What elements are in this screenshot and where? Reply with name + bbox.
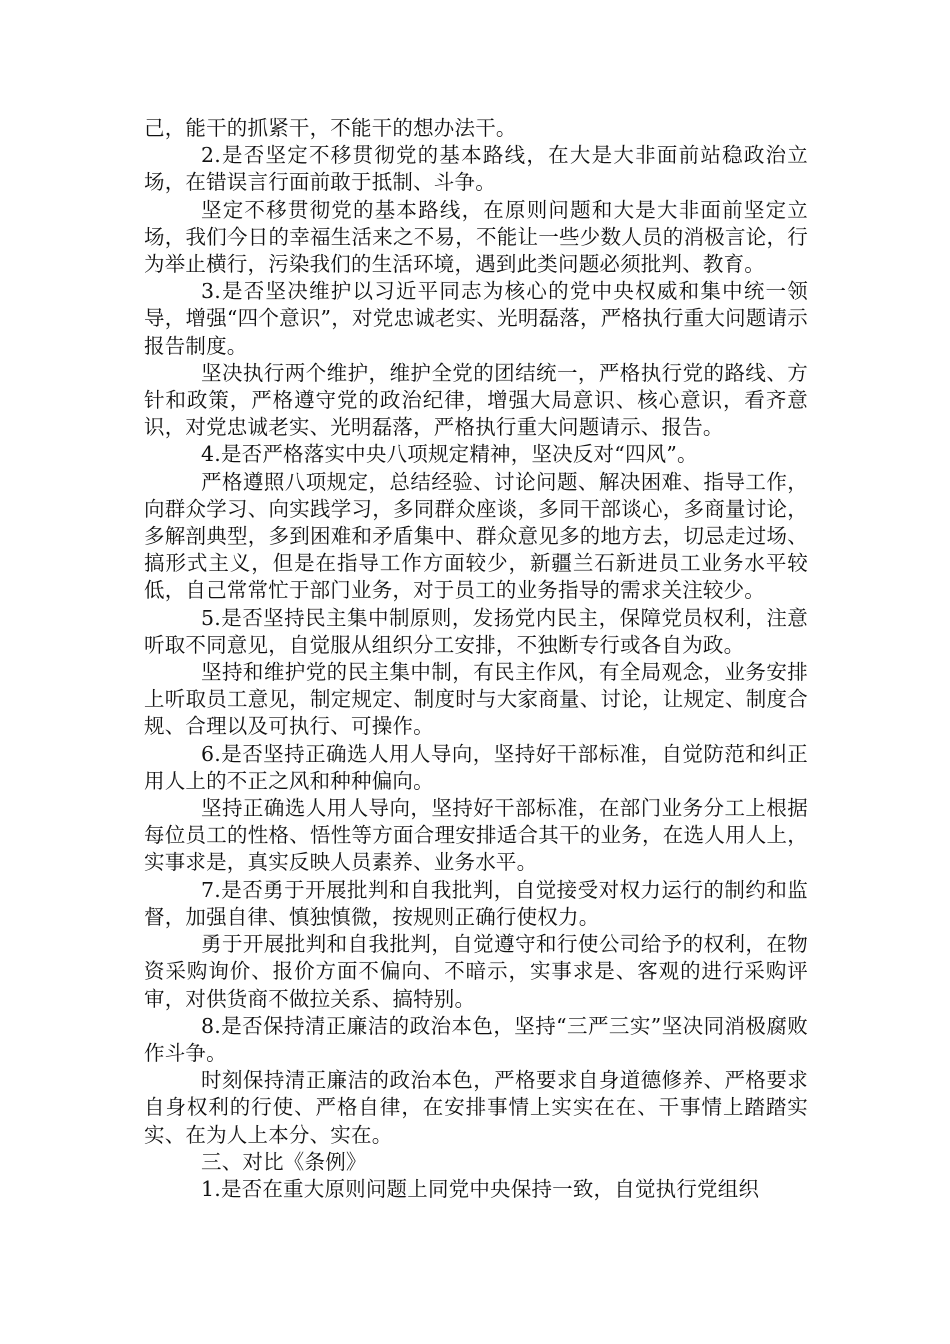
paragraph-5: 坚决执行两个维护，维护全党的团结统一，严格执行党的路线、方针和政策，严格遵守党的政治纪律，增强大局意识、核心意识，看齐意识，对党忠诚老实、光明磊落，严格执行重大问题请示、报告。: [144, 360, 808, 440]
paragraph-6: 4.是否严格落实中央八项规定精神，坚决反对“四风”。: [201, 442, 698, 467]
paragraph-8: 5.是否坚持民主集中制原则，发扬党内民主，保障党员权利，注意听取不同意见，自觉服从组织分工安排，不独断专行或各自为政。: [144, 605, 808, 657]
paragraph-17: 1.是否在重大原则问题上同党中央保持一致，自觉执行党组织: [201, 1176, 760, 1201]
paragraph-7: 严格遵照八项规定，总结经验、讨论问题、解决困难、指导工作，向群众学习、向实践学习，多同群众座谈，多同干部谈心，多商量讨论，多解剖典型，多到困难和矛盾集中、群众意见多的地方去，切忌走过场、搞形式主义，但是在指导工作方面较少，新疆兰石新进员工业务水平较低，自己常常忙于部门业务，对于员工的业务指导的需求关注较少。: [144, 469, 808, 603]
section-heading: 三、对比《条例》: [201, 1149, 367, 1174]
paragraph-2: 2.是否坚定不移贯彻党的基本路线，在大是大非面前站稳政治立场，在错误言行面前敢于抵制、斗争。: [144, 143, 808, 195]
document-page: [144, 115, 808, 1203]
paragraph-14: 8.是否保持清正廉洁的政治本色，坚持“三严三实”坚决同消极腐败作斗争。: [144, 1013, 808, 1065]
paragraph-4: 3.是否坚决维护以习近平同志为核心的党中央权威和集中统一领导，增强“四个意识”，对党忠诚老实、光明磊落，严格执行重大问题请示报告制度。: [144, 279, 808, 358]
paragraph-12: 7.是否勇于开展批判和自我批判，自觉接受对权力运行的制约和监督，加强自律、慎独慎微，按规则正确行使权力。: [144, 877, 808, 929]
paragraph-9: 坚持和维护党的民主集中制，有民主作风，有全局观念，业务安排上听取员工意见，制定规定、制度时与大家商量、讨论，让规定、制度合规、合理以及可执行、可操作。: [144, 660, 808, 739]
paragraph-10: 6.是否坚持正确选人用人导向，坚持好干部标准，自觉防范和纠正用人上的不正之风和种种偏向。: [144, 741, 808, 793]
paragraph-15: 时刻保持清正廉洁的政治本色，严格要求自身道德修养、严格要求自身权利的行使、严格自律，在安排事情上实实在在、干事情上踏踏实实、在为人上本分、实在。: [144, 1068, 808, 1147]
paragraph-11: 坚持正确选人用人导向，坚持好干部标准，在部门业务分工上根据每位员工的性格、悟性等方面合理安排适合其干的业务，在选人用人上，实事求是，真实反映人员素养、业务水平。: [144, 796, 808, 875]
paragraph-13: 勇于开展批判和自我批判，自觉遵守和行使公司给予的权利，在物资采购询价、报价方面不偏向、不暗示，实事求是、客观的进行采购评审，对供货商不做拉关系、搞特别。: [144, 932, 808, 1011]
paragraph-3: 坚定不移贯彻党的基本路线，在原则问题和大是大非面前坚定立场，我们今日的幸福生活来之不易，不能让一些少数人员的消极言论，行为举止横行，污染我们的生活环境，遇到此类问题必须批判、教育。: [144, 197, 808, 277]
paragraph-1: 己，能干的抓紧干，不能干的想办法干。: [144, 116, 517, 140]
